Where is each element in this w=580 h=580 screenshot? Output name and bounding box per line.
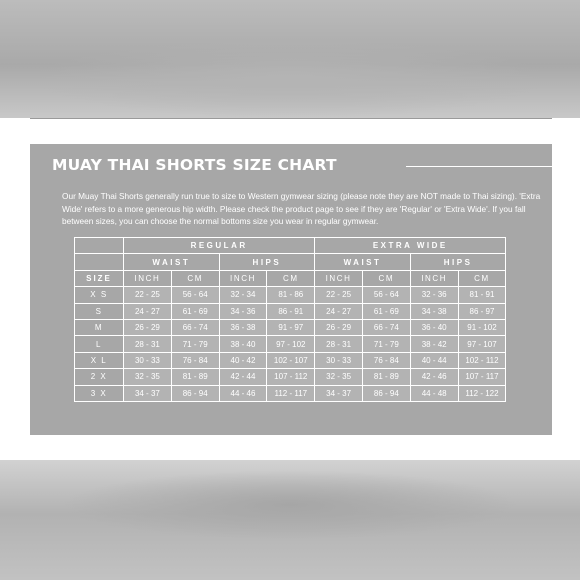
table-row bbox=[75, 303, 506, 319]
table-row bbox=[75, 336, 506, 352]
table-cell: 28 - 31 bbox=[315, 336, 363, 352]
table-cell: 97 - 102 bbox=[267, 336, 315, 352]
table-cell: 24 - 27 bbox=[315, 303, 363, 319]
size-label: 3 X bbox=[75, 385, 124, 401]
table-cell: 38 - 42 bbox=[410, 336, 458, 352]
table-cell: 24 - 27 bbox=[124, 303, 172, 319]
size-chart-card bbox=[30, 144, 552, 435]
table-cell: 30 - 33 bbox=[315, 352, 363, 368]
table-cell: 28 - 31 bbox=[124, 336, 172, 352]
measure-header-hips: HIPS bbox=[410, 254, 506, 270]
table-cell: 71 - 79 bbox=[171, 336, 219, 352]
group-header-row bbox=[75, 238, 506, 254]
table-cell: 81 - 89 bbox=[171, 369, 219, 385]
table-cell: 22 - 25 bbox=[315, 287, 363, 303]
table-cell: 61 - 69 bbox=[171, 303, 219, 319]
table-row bbox=[75, 352, 506, 368]
table-cell: 71 - 79 bbox=[362, 336, 410, 352]
size-header: SIZE bbox=[75, 270, 124, 286]
table-cell: 56 - 64 bbox=[171, 287, 219, 303]
measure-header-waist: WAIST bbox=[315, 254, 411, 270]
blurred-background-top bbox=[0, 0, 580, 118]
measure-header-hips: HIPS bbox=[219, 254, 315, 270]
table-row bbox=[75, 287, 506, 303]
unit-header-cm: CM bbox=[458, 270, 506, 286]
table-cell: 44 - 48 bbox=[410, 385, 458, 401]
table-cell: 86 - 94 bbox=[171, 385, 219, 401]
size-label: X S bbox=[75, 287, 124, 303]
table-cell: 86 - 97 bbox=[458, 303, 506, 319]
table-cell: 66 - 74 bbox=[362, 319, 410, 335]
table-cell: 30 - 33 bbox=[124, 352, 172, 368]
table-cell: 112 - 117 bbox=[267, 385, 315, 401]
unit-header-inch: INCH bbox=[219, 270, 267, 286]
table-cell: 66 - 74 bbox=[171, 319, 219, 335]
size-table bbox=[74, 237, 506, 402]
table-cell: 97 - 107 bbox=[458, 336, 506, 352]
table-cell: 26 - 29 bbox=[315, 319, 363, 335]
table-cell: 34 - 38 bbox=[410, 303, 458, 319]
divider bbox=[30, 118, 552, 119]
table-cell: 81 - 91 bbox=[458, 287, 506, 303]
table-cell: 22 - 25 bbox=[124, 287, 172, 303]
table-cell: 56 - 64 bbox=[362, 287, 410, 303]
measure-header-waist: WAIST bbox=[124, 254, 220, 270]
chart-description: Our Muay Thai Shorts generally run true to size to Western gymwear sizing (please note they are NOT made to Thai sizing). 'Extra Wide' refers to a more generous hip width. Please check the product page to see if they are 'Regular' or 'Extra Wide'. If you fall between sizes, you can choose the normal bottoms size you wear in regular gymwear. bbox=[62, 191, 541, 226]
table-cell: 91 - 102 bbox=[458, 319, 506, 335]
table-cell: 107 - 112 bbox=[267, 369, 315, 385]
unit-header-inch: INCH bbox=[124, 270, 172, 286]
unit-header-cm: CM bbox=[171, 270, 219, 286]
blurred-background-bottom bbox=[0, 460, 580, 580]
table-cell: 86 - 91 bbox=[267, 303, 315, 319]
table-cell: 32 - 35 bbox=[124, 369, 172, 385]
unit-header-inch: INCH bbox=[410, 270, 458, 286]
title-divider bbox=[406, 166, 552, 167]
table-cell: 91 - 97 bbox=[267, 319, 315, 335]
table-cell: 26 - 29 bbox=[124, 319, 172, 335]
blank-cell bbox=[75, 238, 124, 254]
table-cell: 34 - 37 bbox=[315, 385, 363, 401]
unit-header-cm: CM bbox=[362, 270, 410, 286]
table-cell: 42 - 46 bbox=[410, 369, 458, 385]
table-cell: 44 - 46 bbox=[219, 385, 267, 401]
table-cell: 81 - 89 bbox=[362, 369, 410, 385]
table-cell: 32 - 36 bbox=[410, 287, 458, 303]
measure-header-row bbox=[75, 254, 506, 270]
table-cell: 40 - 42 bbox=[219, 352, 267, 368]
table-row bbox=[75, 369, 506, 385]
size-label: M bbox=[75, 319, 124, 335]
table-cell: 76 - 84 bbox=[171, 352, 219, 368]
table-cell: 34 - 36 bbox=[219, 303, 267, 319]
size-label: X L bbox=[75, 352, 124, 368]
table-cell: 102 - 112 bbox=[458, 352, 506, 368]
table-cell: 61 - 69 bbox=[362, 303, 410, 319]
table-cell: 34 - 37 bbox=[124, 385, 172, 401]
table-cell: 32 - 34 bbox=[219, 287, 267, 303]
table-cell: 76 - 84 bbox=[362, 352, 410, 368]
table-cell: 40 - 44 bbox=[410, 352, 458, 368]
table-cell: 38 - 40 bbox=[219, 336, 267, 352]
unit-header-row bbox=[75, 270, 506, 286]
table-cell: 32 - 35 bbox=[315, 369, 363, 385]
table-row bbox=[75, 319, 506, 335]
table-cell: 86 - 94 bbox=[362, 385, 410, 401]
size-label: L bbox=[75, 336, 124, 352]
table-row bbox=[75, 385, 506, 401]
table-cell: 36 - 38 bbox=[219, 319, 267, 335]
blank-cell bbox=[75, 254, 124, 270]
table-cell: 112 - 122 bbox=[458, 385, 506, 401]
size-label: 2 X bbox=[75, 369, 124, 385]
unit-header-inch: INCH bbox=[315, 270, 363, 286]
chart-title: MUAY THAI SHORTS SIZE CHART bbox=[52, 156, 337, 174]
table-cell: 42 - 44 bbox=[219, 369, 267, 385]
table-cell: 81 - 86 bbox=[267, 287, 315, 303]
group-header-regular: REGULAR bbox=[124, 238, 315, 254]
unit-header-cm: CM bbox=[267, 270, 315, 286]
table-cell: 102 - 107 bbox=[267, 352, 315, 368]
table-cell: 107 - 117 bbox=[458, 369, 506, 385]
size-label: S bbox=[75, 303, 124, 319]
group-header-extra-wide: EXTRA WIDE bbox=[315, 238, 506, 254]
table-cell: 36 - 40 bbox=[410, 319, 458, 335]
